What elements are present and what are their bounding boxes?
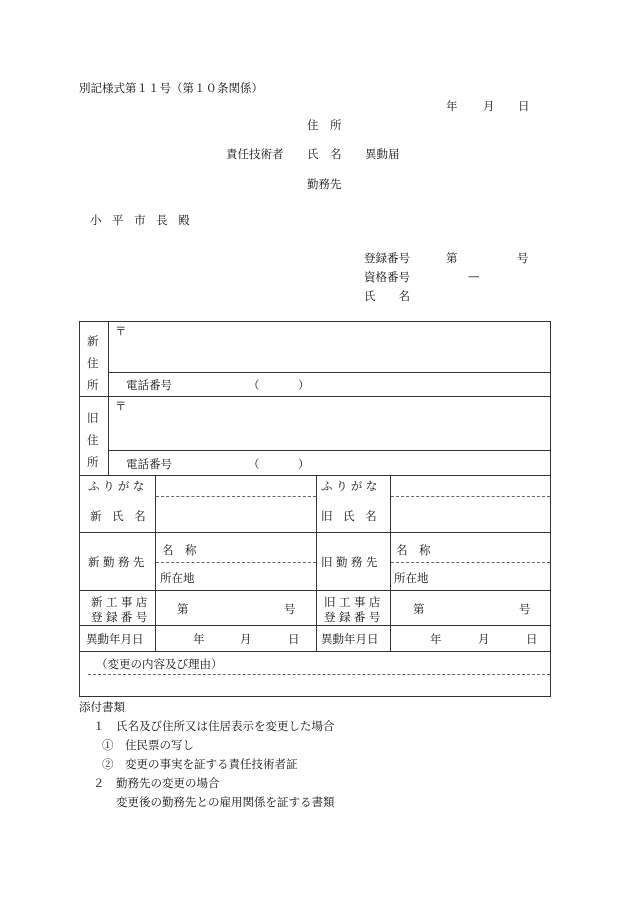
application-table (79, 321, 551, 697)
row-divider (80, 475, 550, 476)
registration-number-dai: 第 (446, 251, 458, 265)
col-divider (316, 475, 317, 651)
phone-paren-open: （ (248, 457, 260, 471)
year-label: 年 (430, 632, 442, 646)
furigana-divider (391, 496, 550, 497)
title-suffix: 異動届 (365, 147, 400, 161)
new-office-label: 新工事店 (91, 595, 151, 609)
office-go: 号 (284, 602, 296, 616)
attachment-item-1-sub-1: ① 住民票の写し (102, 738, 194, 752)
addressee: 小 平 市 長 殿 (90, 213, 194, 227)
address-label: 住 所 (307, 118, 342, 132)
col-divider (390, 475, 391, 651)
name-label: 氏 名 (307, 147, 342, 161)
qualification-dash: — (468, 269, 480, 283)
attachment-item-1: １ 氏名及び住所又は住居表示を変更した場合 (93, 719, 335, 733)
phone-paren-close: ） (298, 457, 310, 471)
postal-mark: 〒 (115, 399, 127, 413)
old-office-label: 登録番号 (324, 610, 384, 624)
attachment-item-2-desc: 変更後の勤務先との雇用関係を証する書類 (116, 795, 335, 809)
location-label: 所在地 (160, 571, 195, 585)
row-divider (80, 532, 550, 533)
furigana-label: ふりがな (321, 479, 381, 493)
office-dai: 第 (177, 602, 189, 616)
furigana-divider (156, 496, 316, 497)
signer-name-label: 氏 名 (364, 289, 410, 303)
attachment-item-2: ２ 勤務先の変更の場合 (93, 776, 220, 790)
change-content-label: （変更の内容及び理由） (96, 657, 223, 671)
office-go: 号 (519, 602, 531, 616)
new-office-label: 登録番号 (91, 610, 151, 624)
row-divider (80, 396, 550, 397)
day-label: 日 (288, 632, 300, 646)
new-name-label: 新 氏 名 (90, 509, 150, 523)
old-office-label: 旧工事店 (324, 595, 384, 609)
change-date-label: 異動年月日 (321, 632, 379, 646)
address-label-divider (108, 322, 109, 475)
company-name-label: 名 称 (162, 543, 197, 557)
date-day-label: 日 (518, 99, 530, 113)
company-name-label: 名 称 (396, 543, 431, 557)
col-divider (155, 475, 156, 651)
row-divider (80, 651, 550, 652)
workplace-divider (156, 562, 316, 563)
phone-paren-open: （ (248, 378, 260, 392)
registration-number-go: 号 (517, 251, 529, 265)
old-name-label: 旧 氏 名 (321, 509, 381, 523)
office-dai: 第 (413, 602, 425, 616)
workplace-label: 勤務先 (307, 177, 342, 191)
new-address-label: 新住所 (87, 334, 99, 392)
postal-mark: 〒 (115, 324, 127, 338)
phone-paren-close: ） (298, 378, 310, 392)
registration-number-label: 登録番号 (364, 251, 410, 265)
month-label: 月 (240, 632, 252, 646)
old-address-label: 旧住所 (87, 411, 99, 469)
location-label: 所在地 (394, 571, 429, 585)
attachments-title: 添付書類 (79, 700, 125, 714)
date-year-label: 年 (446, 99, 458, 113)
phone-label: 電話番号 (126, 457, 172, 471)
phone-row-divider (108, 450, 550, 451)
new-workplace-label: 新勤務先 (88, 555, 148, 569)
furigana-label: ふりがな (88, 479, 148, 493)
change-date-label: 異動年月日 (86, 632, 144, 646)
phone-row-divider (108, 372, 550, 373)
qualification-number-label: 資格番号 (364, 270, 410, 284)
form-number: 別記様式第１１号（第１０条関係） (79, 81, 263, 95)
phone-label: 電話番号 (126, 378, 172, 392)
month-label: 月 (478, 632, 490, 646)
date-month-label: 月 (483, 99, 495, 113)
day-label: 日 (526, 632, 538, 646)
row-divider (80, 590, 550, 591)
year-label: 年 (193, 632, 205, 646)
row-divider (80, 625, 550, 626)
workplace-divider (391, 562, 550, 563)
attachment-item-1-sub-2: ② 変更の事実を証する責任技術者証 (102, 757, 298, 771)
content-divider (88, 674, 550, 675)
old-workplace-label: 旧勤務先 (321, 555, 381, 569)
title-prefix: 責任技術者 (226, 147, 284, 161)
